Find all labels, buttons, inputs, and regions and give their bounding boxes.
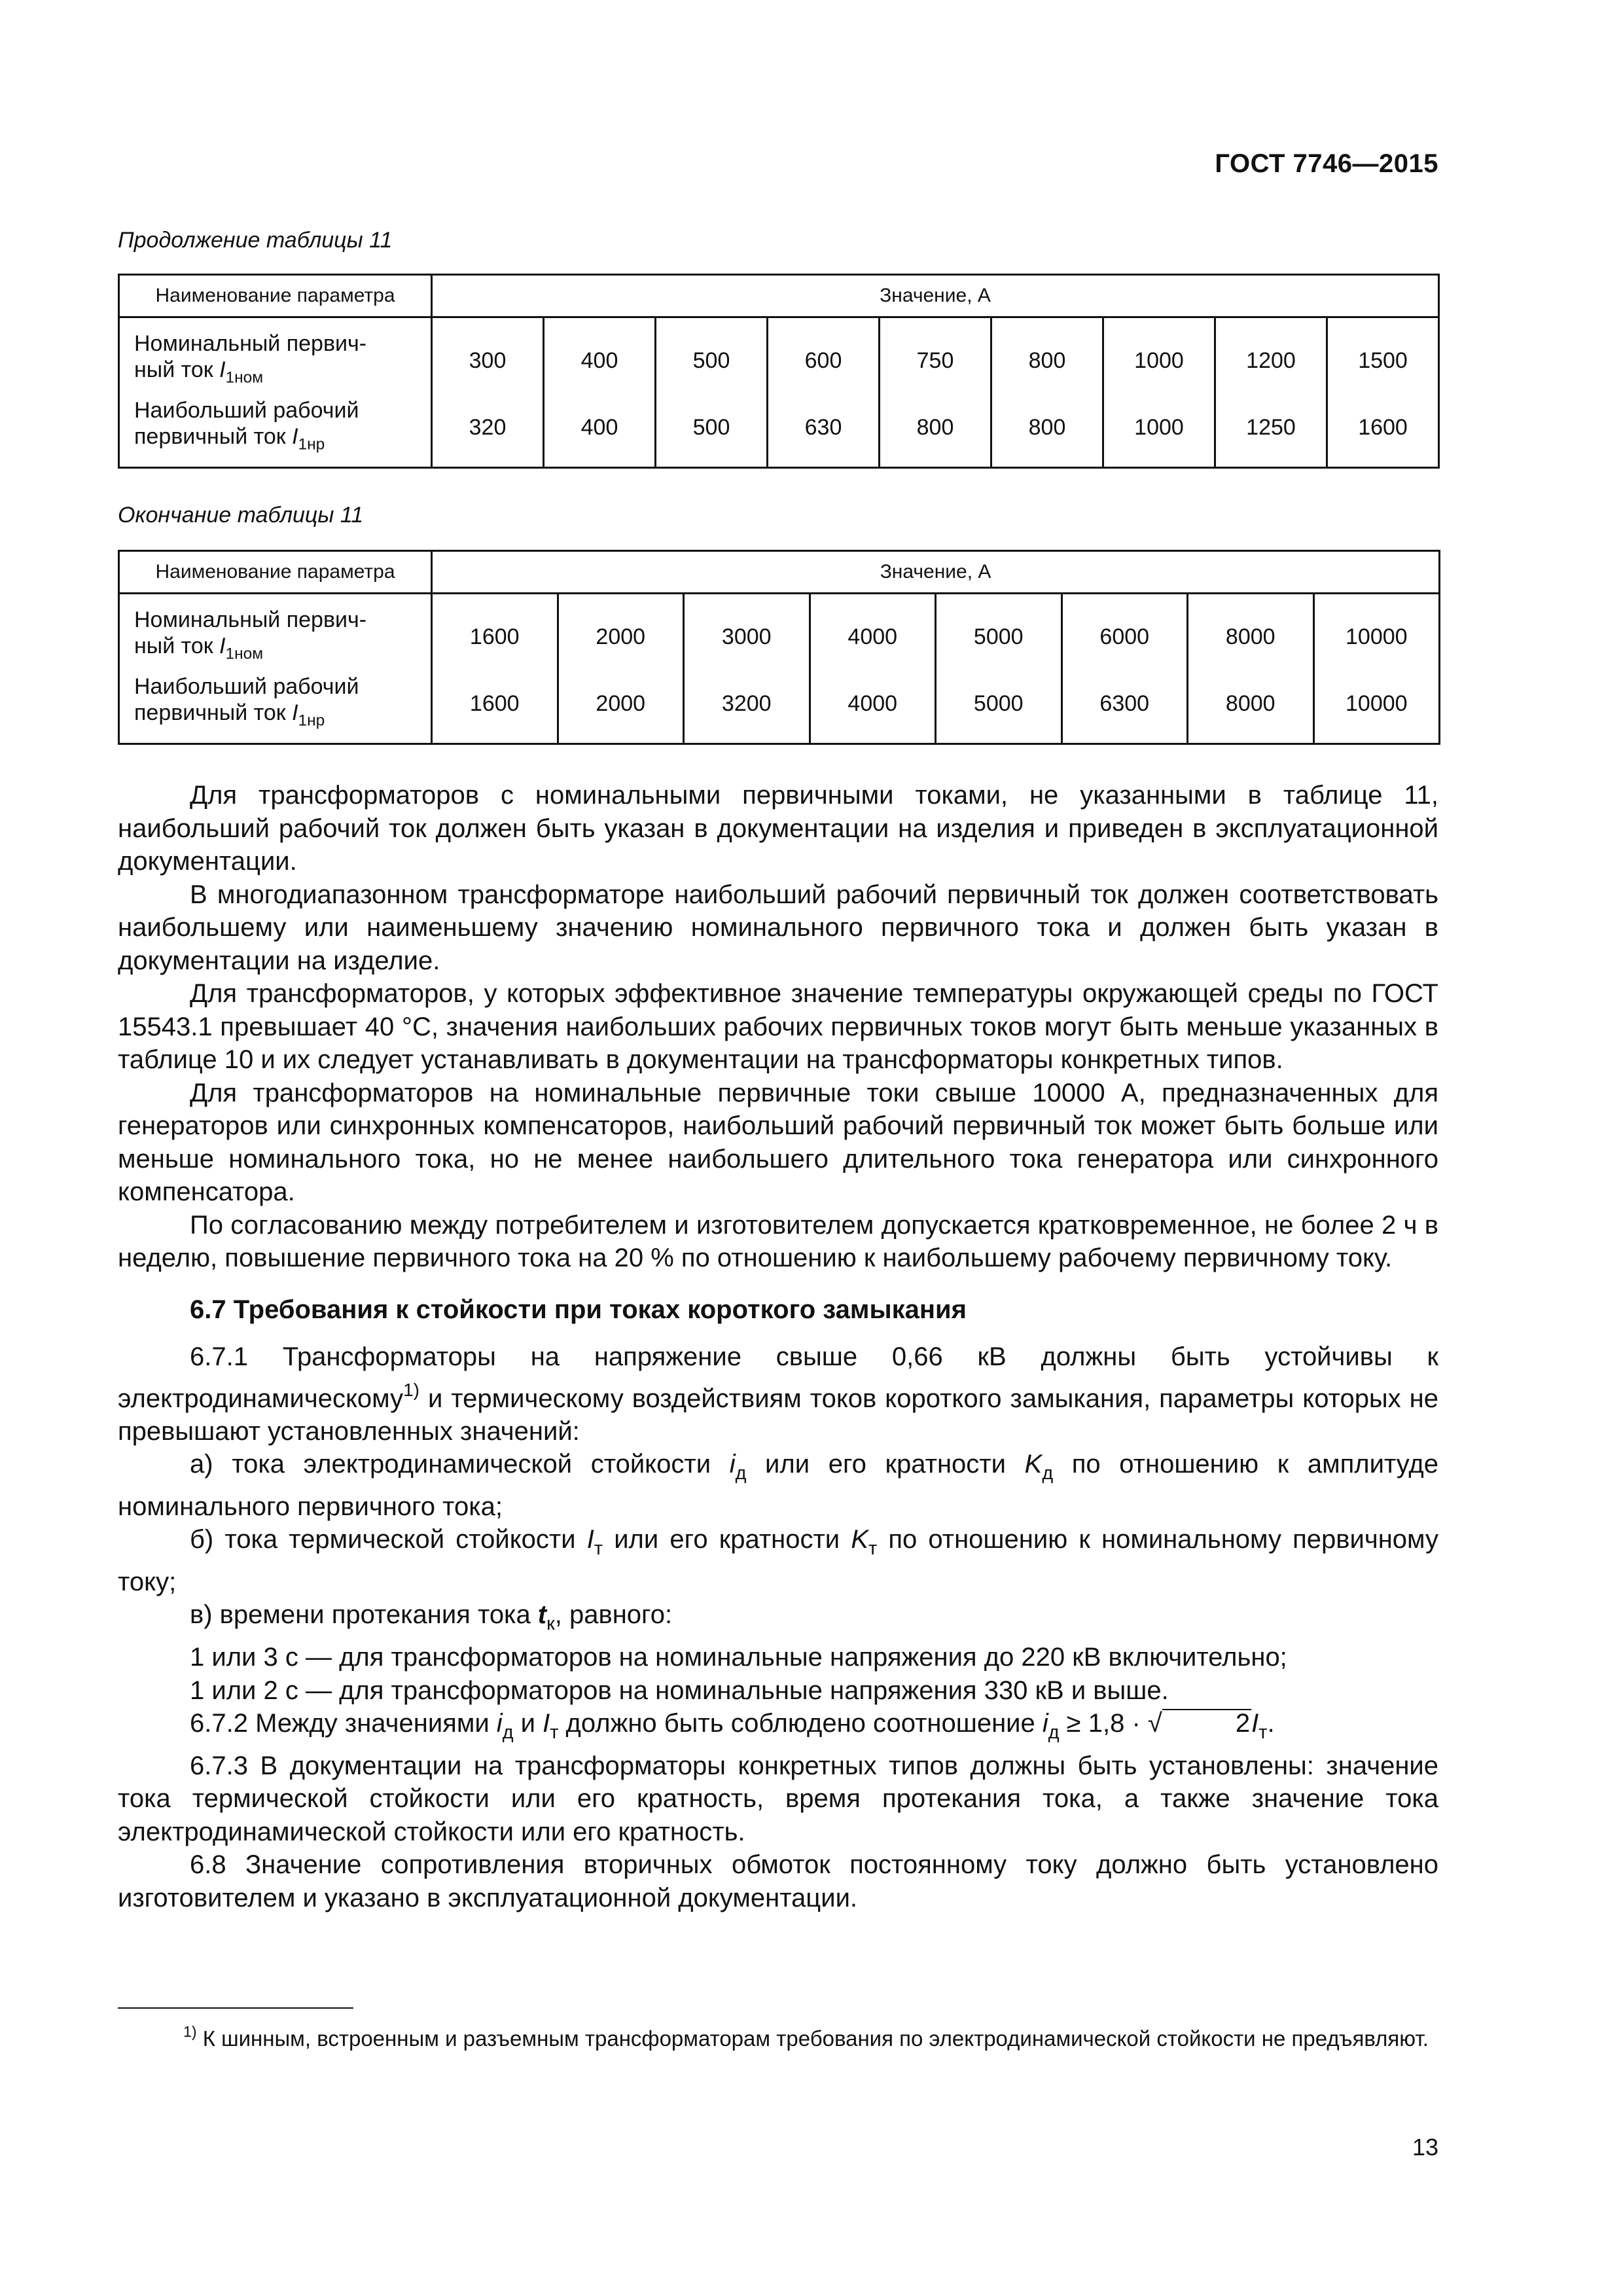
table-cell: 750 <box>880 317 991 393</box>
paragraph-6-7-2: 6.7.2 Между значениями $i_д$ и $I_т$ должно быть соблюдено соотношение $i_д \ge 1,8$ · √ $2I_т$. <box>190 1709 1275 1744</box>
list-item-a: а) тока электродинамической стойкости $i_д$ или его кратности $K_д$ по отношению к амплитуде номинального первичного тока; <box>118 1450 1438 1521</box>
table-continuation-caption: Продолжение таблицы 11 <box>118 228 393 253</box>
table-cell: 400 <box>544 317 656 393</box>
paragraph: По согласованию между потребителем и изготовителем допускается кратковременное, не более 2 ч в неделю, повышение первичного тока на 20 % по отношению к наибольшему рабочему первичному току. <box>118 1210 1438 1272</box>
row-label-nominal-current: Номинальный первич- ный ток $I_{1ном}$ <box>119 317 432 393</box>
table-cell: 4000 <box>810 670 936 744</box>
paragraph: Для трансформаторов, у которых эффективное значение температуры окружающей среды по ГОСТ 15543.1 превышает 40 °С, значения наибольших рабочих первичных токов могут быть меньше указанных в таблице 10 и их следует устанавливать в документации на трансформаторы конкретных типов. <box>118 979 1438 1074</box>
paragraph: В многодиапазонном трансформаторе наибольший рабочий первичный ток должен соответствовать наибольшему или наименьшему значению номинального первичного тока и должен быть указан в документации на изделие. <box>118 880 1438 975</box>
column-header-value: Значение, А <box>432 275 1439 317</box>
table-11-end <box>118 550 1440 745</box>
table-cell: 10000 <box>1313 594 1440 670</box>
row-label-max-working-current: Наибольший рабочий первичный ток $I_{1нр}$ <box>119 393 432 468</box>
table-cell: 800 <box>991 393 1103 468</box>
paragraph-6-7-1: 6.7.1 Трансформаторы на напряжение свыше 0,66 кВ должны быть устойчивы к электродинамическому$^{1)}$ и термическому воздействиям токов короткого замыкания, параметры которых не превышают установленных значений: <box>118 1342 1438 1446</box>
table-cell: 500 <box>656 393 768 468</box>
table-cell: 400 <box>544 393 656 468</box>
column-header-parameter: Наименование параметра <box>119 551 432 594</box>
table-cell: 1250 <box>1215 393 1327 468</box>
table-cell: 1600 <box>432 594 558 670</box>
table-cell: 1200 <box>1215 317 1327 393</box>
table-cell: 1600 <box>1327 393 1439 468</box>
body-text <box>118 779 1438 1914</box>
table-end-caption: Окончание таблицы 11 <box>118 503 364 528</box>
row-label-nominal-current: Номинальный первич- ный ток $I_{1ном}$ <box>119 594 432 670</box>
table-cell: 2000 <box>558 670 684 744</box>
table-cell: 800 <box>991 317 1103 393</box>
formula: $i_д \ge 1,8$ · √ $2I_т$. <box>1042 1709 1275 1744</box>
footnote: $^{1)}$ К шинным, встроенным и разъемным трансформаторам требования по электродинамической стойкости не предъявляют. <box>183 2023 1429 2051</box>
table-11-continuation <box>118 274 1440 469</box>
list-item-b: б) тока термической стойкости $I_т$ или его кратности $K_т$ по отношению к номинальному первичному току; <box>118 1525 1438 1596</box>
table-cell: 1000 <box>1103 393 1215 468</box>
table-cell: 320 <box>432 393 544 468</box>
page-number: 13 <box>1412 2134 1438 2161</box>
paragraph-6-8: 6.8 Значение сопротивления вторичных обмоток постоянному току должно быть установлено изготовителем и указано в эксплуатационной документации. <box>118 1850 1438 1912</box>
paragraph: Для трансформаторов с номинальными первичными токами, не указанными в таблице 11, наибольший рабочий ток должен быть указан в документации на изделия и приведен в эксплуатационной документации. <box>118 781 1438 876</box>
list-line: 1 или 2 с — для трансформаторов на номинальные напряжения 330 кВ и выше. <box>190 1676 1169 1705</box>
document-code: ГОСТ 7746—2015 <box>1215 149 1438 178</box>
table-cell: 2000 <box>558 594 684 670</box>
table-cell: 600 <box>768 317 880 393</box>
table-cell: 10000 <box>1313 670 1440 744</box>
list-item-c: в) времени протекания тока $t_к$, равного: <box>190 1600 673 1635</box>
table-cell: 1600 <box>432 670 558 744</box>
row-label-max-working-current: Наибольший рабочий первичный ток $I_{1нр}$ <box>119 670 432 744</box>
table-cell: 8000 <box>1188 670 1314 744</box>
table-cell: 1500 <box>1327 317 1439 393</box>
table-cell: 500 <box>656 317 768 393</box>
table-cell: 3000 <box>684 594 810 670</box>
table-cell: 3200 <box>684 670 810 744</box>
paragraph: Для трансформаторов на номинальные первичные токи свыше 10000 А, предназначенных для генераторов или синхронных компенсаторов, наибольший рабочий первичный ток может быть больше или меньше номинального тока, но не менее наибольшего длительного тока генератора или синхронного компенсатора. <box>118 1078 1438 1206</box>
paragraph-6-7-3: 6.7.3 В документации на трансформаторы конкретных типов должны быть установлены: значение тока термической стойкости или его кратность, время протекания тока, а также значение тока электродинамической стойкости или его кратность. <box>118 1751 1438 1846</box>
table-cell: 4000 <box>810 594 936 670</box>
column-header-parameter: Наименование параметра <box>119 275 432 317</box>
footnote-divider <box>118 2007 353 2009</box>
table-cell: 630 <box>768 393 880 468</box>
footnote-ref: 1) <box>403 1379 419 1400</box>
table-cell: 300 <box>432 317 544 393</box>
table-cell: 800 <box>880 393 991 468</box>
section-heading: 6.7 Требования к стойкости при токах короткого замыкания <box>190 1295 967 1324</box>
table-cell: 8000 <box>1188 594 1314 670</box>
table-cell: 1000 <box>1103 317 1215 393</box>
table-cell: 6000 <box>1061 594 1188 670</box>
list-line: 1 или 3 с — для трансформаторов на номинальные напряжения до 220 кВ включительно; <box>190 1643 1287 1672</box>
table-cell: 5000 <box>936 594 1062 670</box>
column-header-value: Значение, А <box>432 551 1440 594</box>
table-cell: 5000 <box>936 670 1062 744</box>
table-cell: 6300 <box>1061 670 1188 744</box>
